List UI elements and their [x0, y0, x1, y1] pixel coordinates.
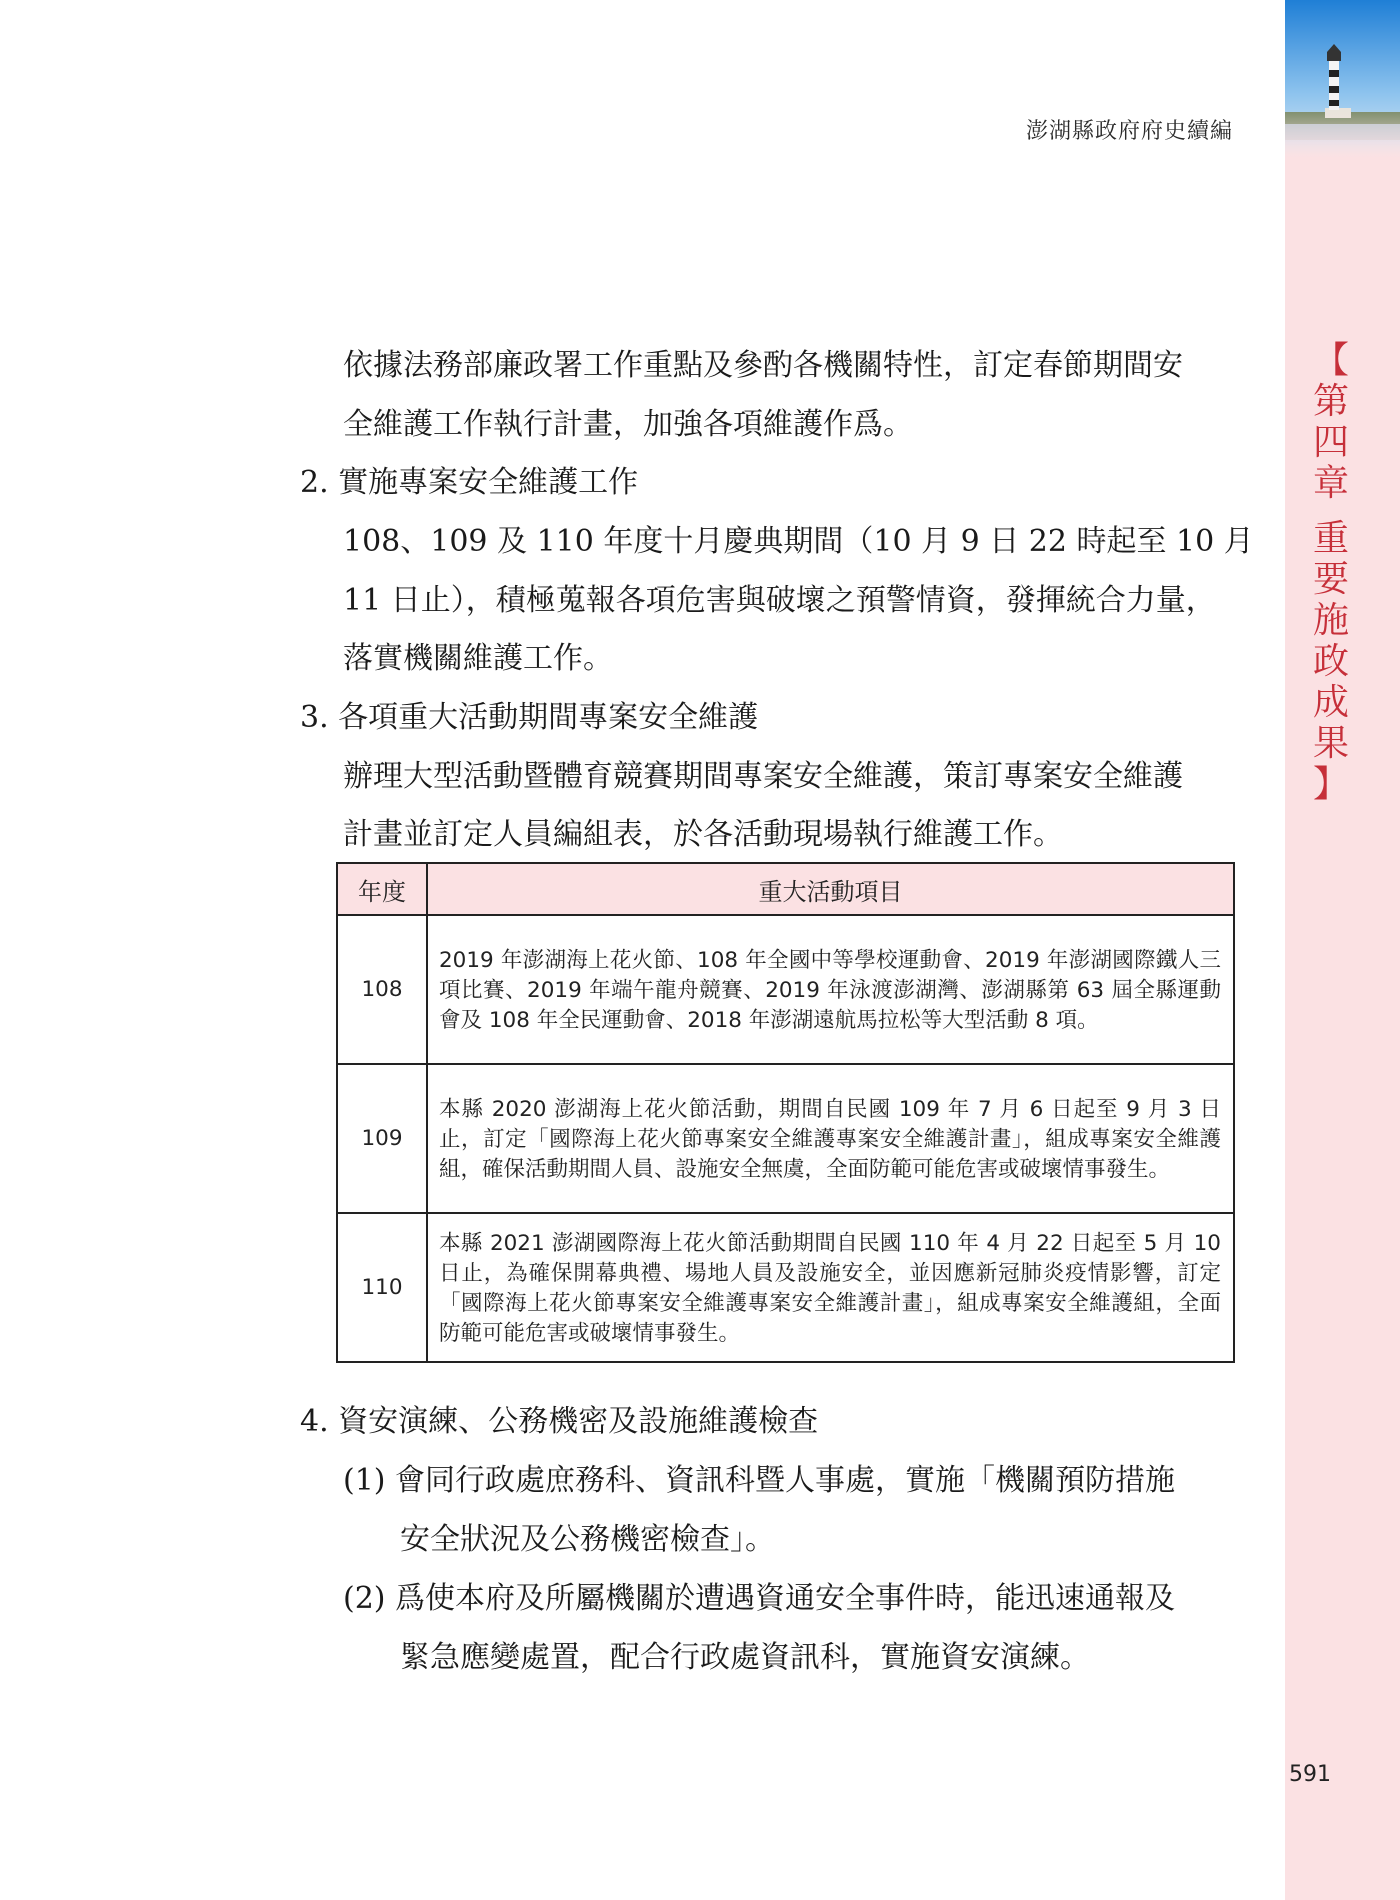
chapter-char: 成: [1312, 682, 1349, 723]
book-title: 澎湖縣政府府史續編: [1025, 119, 1233, 144]
chapter-char: 】: [1312, 764, 1349, 805]
chapter-char: 章: [1312, 463, 1349, 504]
section-heading: 4. 資安演練、公務機密及設施維護檢查: [300, 1404, 819, 1439]
paragraph-line: (2) 爲使本府及所屬機關於遭遇資通安全事件時，能迅速通報及: [343, 1581, 1176, 1616]
paragraph-line: 計畫並訂定人員編組表，於各活動現場執行維護工作。: [343, 817, 1063, 852]
chapter-tab: [1306, 340, 1356, 805]
paragraph-line: (1) 會同行政處庶務科、資訊科暨人事處，實施「機關預防措施: [343, 1463, 1176, 1498]
chapter-char: 政: [1312, 641, 1349, 682]
paragraph-line: 辦理大型活動暨體育競賽期間專案安全維護，策訂專案安全維護: [343, 759, 1183, 794]
chapter-char: 【: [1312, 340, 1349, 381]
chapter-char: 四: [1312, 422, 1349, 463]
chapter-char: 施: [1312, 600, 1349, 641]
paragraph-line: 緊急應變處置，配合行政處資訊科，實施資安演練。: [400, 1640, 1090, 1675]
section-heading: 2. 實施專案安全維護工作: [300, 465, 639, 500]
table-row: [337, 1064, 1234, 1213]
events-cell: 2019 年澎湖海上花火節、108 年全國中等學校運動會、2019 年澎湖國際鐵人三項比賽、2019 年端午龍舟競賽、2019 年泳渡澎湖灣、澎湖縣第 63 屆全縣運動會及 108 年全民運動會、2018 年澎湖遠航馬拉松等大型活動 8 項。: [427, 915, 1234, 1064]
year-cell: 109: [337, 1064, 427, 1213]
page-number: 591: [1289, 1762, 1331, 1787]
side-band: [1285, 0, 1400, 1900]
paragraph-line: 落實機關維護工作。: [343, 641, 613, 676]
year-cell: 110: [337, 1213, 427, 1362]
intro-line: 依據法務部廉政署工作重點及參酌各機關特性，訂定春節期間安: [343, 348, 1183, 383]
chapter-char: 重: [1312, 518, 1349, 559]
lighthouse-photo: [1285, 0, 1400, 158]
year-cell: 108: [337, 915, 427, 1064]
events-table: [336, 862, 1235, 1363]
chapter-char: 果: [1312, 723, 1349, 764]
chapter-char: [1306, 504, 1356, 518]
chapter-char: 要: [1312, 559, 1349, 600]
paragraph-line: 安全狀況及公務機密檢查」。: [400, 1522, 775, 1557]
column-header-events: 重大活動項目: [427, 863, 1234, 915]
section-heading: 3. 各項重大活動期間專案安全維護: [300, 700, 759, 735]
paragraph-line: 108、109 及 110 年度十月慶典期間（10 月 9 日 22 時起至 10 月: [343, 524, 1254, 559]
table-row: [337, 1213, 1234, 1362]
paragraph-line: 11 日止），積極蒐報各項危害與破壞之預警情資，發揮統合力量，: [343, 583, 1216, 618]
table-row: [337, 915, 1234, 1064]
column-header-year: 年度: [337, 863, 427, 915]
events-cell: 本縣 2021 澎湖國際海上花火節活動期間自民國 110 年 4 月 22 日起至 5 月 10 日止，為確保開幕典禮、場地人員及設施安全，並因應新冠肺炎疫情影響，訂定「國際海上花火節專案安全維護專案安全維護計畫」，組成專案安全維護組，全面防範可能危害或破壞情事發生。: [427, 1213, 1234, 1362]
chapter-char: 第: [1312, 381, 1349, 422]
events-cell: 本縣 2020 澎湖海上花火節活動，期間自民國 109 年 7 月 6 日起至 9 月 3 日止，訂定「國際海上花火節專案安全維護專案安全維護計畫」，組成專案安全維護組，確保活動期間人員、設施安全無虞，全面防範可能危害或破壞情事發生。: [427, 1064, 1234, 1213]
intro-line: 全維護工作執行計畫，加強各項維護作爲。: [343, 407, 913, 442]
table-header-row: [337, 863, 1234, 915]
